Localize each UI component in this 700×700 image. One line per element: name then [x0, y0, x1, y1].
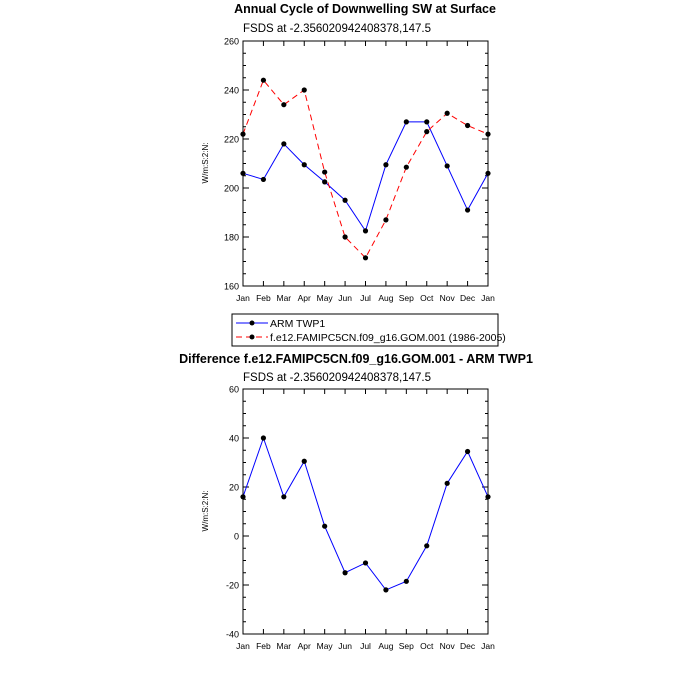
legend-label-model: f.e12.FAMIPC5CN.f09_g16.GOM.001 (1986-2005) [270, 332, 506, 344]
data-point [465, 449, 470, 454]
data-point [240, 132, 245, 137]
data-point [485, 494, 490, 499]
chart-title: Difference f.e12.FAMIPC5CN.f09_g16.GOM.001 - ARM TWP1 [179, 352, 533, 366]
x-tick-label: Feb [256, 293, 271, 303]
x-tick-label: Jan [236, 293, 250, 303]
x-tick-label: Mar [276, 293, 292, 303]
y-tick-label: 20 [228, 482, 239, 493]
data-point [261, 177, 266, 182]
y-tick-label: 160 [223, 281, 239, 292]
series-line-0 [243, 438, 488, 590]
data-point [383, 587, 388, 592]
data-point [383, 217, 388, 222]
data-point [302, 87, 307, 92]
plot-frame [243, 41, 488, 286]
x-tick-label: Jun [338, 641, 352, 651]
data-point [445, 111, 450, 116]
x-tick-label: Nov [439, 293, 455, 303]
series-layer [240, 78, 490, 261]
axes-ticks [226, 385, 495, 652]
y-tick-label: -40 [225, 629, 239, 640]
data-point [445, 481, 450, 486]
x-tick-label: Sep [398, 293, 414, 303]
series-line-0 [243, 122, 488, 231]
legend-label-arm: ARM TWP1 [270, 318, 326, 330]
y-tick-label: 220 [223, 134, 239, 145]
x-tick-label: Jan [481, 293, 495, 303]
legend [232, 314, 506, 346]
x-tick-label: Oct [420, 293, 434, 303]
plot-frame [243, 389, 488, 634]
data-point [261, 78, 266, 83]
x-tick-label: Jan [236, 641, 250, 651]
x-tick-label: Dec [460, 641, 476, 651]
y-tick-label: 180 [223, 232, 239, 243]
x-tick-label: Apr [297, 641, 311, 651]
data-point [465, 123, 470, 128]
data-point [240, 494, 245, 499]
data-point [342, 198, 347, 203]
x-tick-label: Jun [338, 293, 352, 303]
y-tick-label: -20 [225, 580, 239, 591]
x-tick-label: May [316, 641, 333, 651]
annual-cycle-panel [201, 2, 506, 346]
x-tick-label: Jul [360, 641, 371, 651]
data-point [485, 171, 490, 176]
x-tick-label: Apr [297, 293, 311, 303]
x-tick-label: Aug [378, 641, 394, 651]
y-tick-label: 200 [223, 183, 239, 194]
data-point [445, 163, 450, 168]
data-point [363, 560, 368, 565]
data-point [281, 102, 286, 107]
data-point [322, 179, 327, 184]
data-point [485, 132, 490, 137]
y-axis-label: W/m:S:2:N: [201, 142, 210, 184]
x-tick-label: Sep [398, 641, 414, 651]
data-point [302, 459, 307, 464]
data-point [281, 141, 286, 146]
data-point [342, 570, 347, 575]
data-point [383, 162, 388, 167]
data-point [404, 165, 409, 170]
data-point [404, 579, 409, 584]
data-point [363, 228, 368, 233]
data-point [261, 435, 266, 440]
data-point [281, 494, 286, 499]
y-tick-label: 40 [228, 433, 239, 444]
x-tick-label: Nov [439, 641, 455, 651]
y-tick-label: 260 [223, 36, 239, 47]
series-layer [240, 435, 490, 592]
x-tick-label: Oct [420, 641, 434, 651]
data-point [404, 119, 409, 124]
y-axis-label: W/m:S:2:N: [201, 490, 210, 532]
x-tick-label: May [316, 293, 333, 303]
x-tick-label: Mar [276, 641, 292, 651]
chart-title: Annual Cycle of Downwelling SW at Surface [234, 2, 496, 16]
x-tick-label: Aug [378, 293, 394, 303]
difference-panel [179, 352, 533, 651]
data-point [322, 524, 327, 529]
x-tick-label: Jan [481, 641, 495, 651]
data-point [240, 171, 245, 176]
chart-subtitle: FSDS at -2.356020942408378,147.5 [243, 23, 431, 35]
axes-ticks [224, 37, 495, 304]
data-point [465, 207, 470, 212]
data-point [342, 234, 347, 239]
x-tick-label: Dec [460, 293, 476, 303]
data-point [363, 255, 368, 260]
x-tick-label: Jul [360, 293, 371, 303]
chart-subtitle: FSDS at -2.356020942408378,147.5 [243, 372, 431, 384]
data-point [424, 129, 429, 134]
legend-marker-model [250, 335, 255, 340]
data-point [302, 162, 307, 167]
y-tick-label: 60 [228, 384, 239, 395]
data-point [424, 543, 429, 548]
y-tick-label: 0 [233, 531, 239, 542]
x-tick-label: Feb [256, 641, 271, 651]
data-point [424, 119, 429, 124]
legend-marker-arm [250, 321, 255, 326]
y-tick-label: 240 [223, 85, 239, 96]
data-point [322, 169, 327, 174]
